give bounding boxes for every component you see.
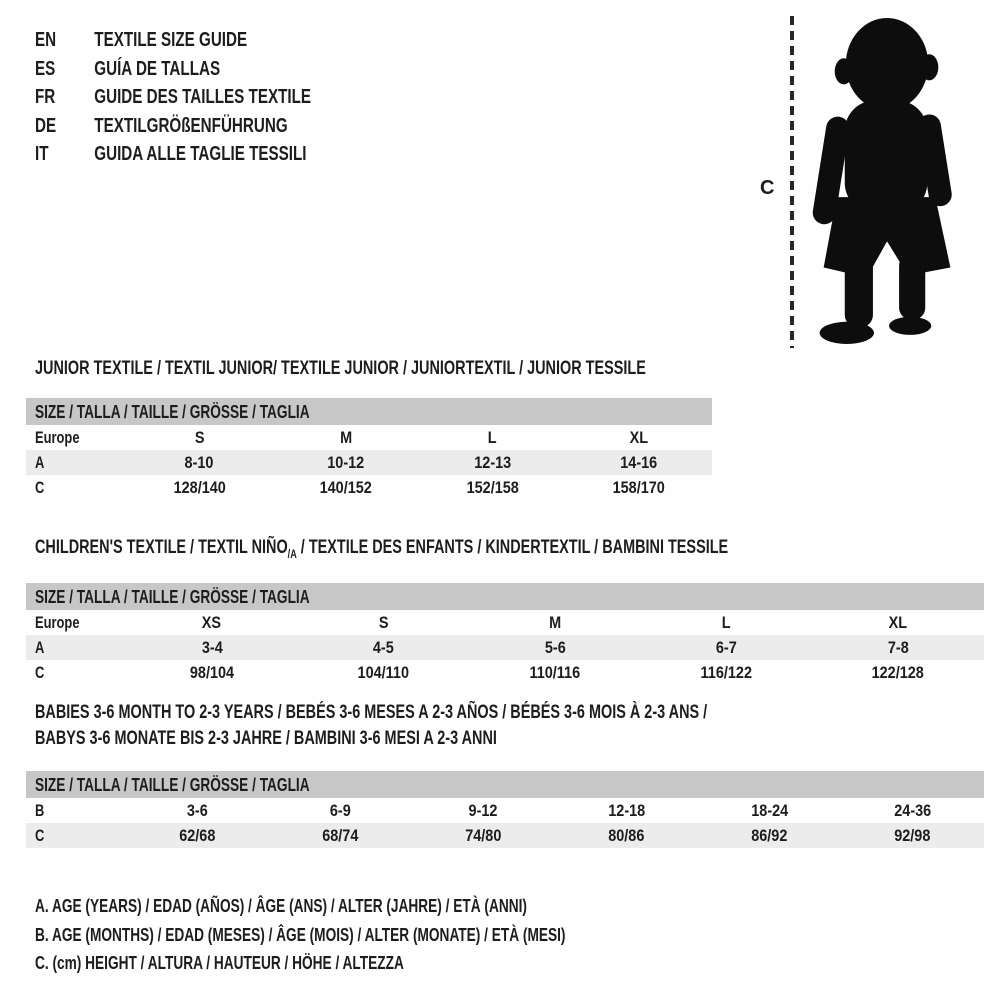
table-row [26, 660, 984, 685]
table-row [26, 610, 984, 635]
language-code: IT [35, 143, 49, 165]
language-code: EN [35, 29, 57, 51]
note-b: B. AGE (MONTHS) / EDAD (MESES) / ÂGE (MOIS) / ALTER (MONATE) / ETÀ (MESI) [35, 924, 566, 945]
table-cell: 8-10 [184, 453, 214, 472]
note-c: C. (cm) HEIGHT / ALTURA / HAUTEUR / HÖHE / ALTEZZA [35, 953, 404, 973]
table-cell: L [722, 612, 731, 632]
section-title: CHILDREN'S TEXTILE / TEXTIL $NIÑO_{/A}$ / TEXTILE DES ENFANTS / KINDERTEXTIL / BAMBINI TESSILE [35, 537, 729, 561]
table-row [26, 635, 984, 660]
table-cell: XL [888, 612, 908, 632]
table-cell: 98/104 [189, 662, 234, 682]
language-row [35, 112, 398, 141]
language-row [35, 83, 398, 112]
babies-section [26, 700, 984, 848]
table-cell: 140/152 [319, 478, 372, 497]
language-label: GUIDE DES TAILLES TEXTILE [94, 86, 312, 108]
title-subscript: /A [287, 546, 297, 561]
table-cell: XL [629, 428, 648, 447]
table-cell: 7-8 [887, 637, 909, 657]
childrens-section [26, 535, 984, 685]
language-legend [35, 26, 398, 169]
size-header-bar: SIZE / TALLA / TAILLE / GRÖSSE / TAGLIA [26, 583, 984, 610]
row-label: C [35, 478, 45, 497]
row-label: B [35, 801, 45, 820]
table-cell: 152/158 [466, 478, 519, 497]
table-cell: 104/110 [357, 662, 410, 682]
height-figure [756, 12, 962, 356]
table-cell: 6-9 [330, 801, 351, 820]
baby-silhouette [806, 14, 960, 354]
table-cell: L [487, 428, 497, 447]
height-marker-line [790, 16, 794, 348]
table-cell: 128/140 [173, 478, 226, 497]
section-title: BABYS 3-6 MONATE BIS 2-3 JAHRE / BAMBINI 3-6 MESI A 2-3 ANNI [35, 728, 497, 749]
row-label: C [35, 662, 45, 682]
table-cell: 12-13 [473, 453, 511, 472]
table-cell: 12-18 [608, 801, 645, 820]
language-code: FR [35, 86, 56, 108]
height-marker-label: C [760, 177, 775, 199]
note-a: A. AGE (YEARS) / EDAD (AÑOS) / ÂGE (ANS) / ALTER (JAHRE) / ETÀ (ANNI) [35, 896, 527, 916]
section-title: BABIES 3-6 MONTH TO 2-3 YEARS / BEBÉS 3-6 MESES A 2-3 AÑOS / BÉBÉS 3-6 MOIS À 2-3 ANS / [35, 702, 708, 723]
table-cell: 62/68 [179, 826, 216, 845]
table-cell: 122/128 [872, 662, 925, 682]
table-cell: 74/80 [465, 826, 502, 845]
table-cell: S [378, 612, 389, 632]
table-cell: 14-16 [620, 453, 658, 472]
table-cell: S [194, 428, 205, 447]
table-row [26, 475, 712, 500]
table-cell: 4-5 [372, 637, 394, 657]
table-cell: 158/170 [612, 478, 665, 497]
table-cell: 80/86 [608, 826, 645, 845]
language-row [35, 55, 398, 84]
table-cell: M [548, 612, 561, 632]
language-label: TEXTILE SIZE GUIDE [94, 29, 248, 51]
table-cell: M [339, 428, 352, 447]
language-label: GUIDA ALLE TAGLIE TESSILI [94, 143, 307, 165]
table-cell: 5-6 [544, 637, 566, 657]
table-cell: 6-7 [716, 637, 738, 657]
row-label: A [35, 453, 45, 472]
language-code: DE [35, 114, 57, 137]
table-row [26, 798, 984, 823]
row-label: Europe [35, 428, 80, 447]
size-header-bar: SIZE / TALLA / TAILLE / GRÖSSE / TAGLIA [26, 398, 712, 425]
table-row [26, 823, 984, 848]
language-code: ES [35, 57, 56, 80]
size-header-bar: SIZE / TALLA / TAILLE / GRÖSSE / TAGLIA [26, 771, 984, 798]
language-row [35, 26, 398, 55]
language-label: GUÍA DE TALLAS [94, 57, 221, 80]
table-cell: 110/116 [529, 662, 581, 682]
section-title: JUNIOR TEXTILE / TEXTIL JUNIOR/ TEXTILE JUNIOR / JUNIORTEXTIL / JUNIOR TESSILE [35, 358, 646, 379]
legend-notes [35, 892, 733, 978]
table-row [26, 425, 712, 450]
table-cell: 68/74 [322, 826, 359, 845]
row-label: C [35, 826, 45, 845]
table-cell: 92/98 [894, 826, 931, 845]
table-cell: XS [202, 612, 222, 632]
table-cell: 3-4 [201, 637, 223, 657]
table-cell: 3-6 [187, 801, 208, 820]
junior-section [26, 356, 712, 500]
table-cell: 24-36 [894, 801, 931, 820]
language-label: TEXTILGRÖßENFÜHRUNG [94, 114, 288, 137]
table-cell: 86/92 [751, 826, 788, 845]
table-cell: 116/122 [700, 662, 753, 682]
table-cell: 9-12 [469, 801, 498, 820]
table-row [26, 450, 712, 475]
row-label: Europe [35, 612, 80, 632]
table-cell: 18-24 [751, 801, 788, 820]
language-row [35, 140, 398, 169]
row-label: A [35, 637, 45, 657]
table-cell: 10-12 [327, 453, 365, 472]
